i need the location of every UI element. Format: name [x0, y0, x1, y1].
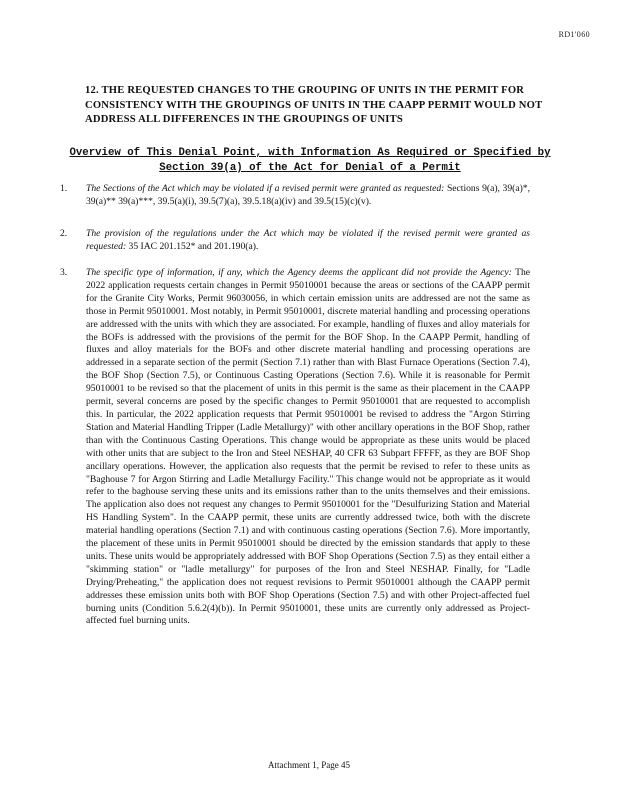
- item-number: 1.: [60, 183, 68, 194]
- item-text: Sections 9(a), 39(a)*, 39(a)** 39(a)***, 39.5(a)(i), 39.5(7)(a), 39.5.18(a)(iv) and 39.5(15)(c)(v).: [86, 183, 530, 207]
- item-lead: The provision of the regulations under the Act which may be violated if the revised permit were granted as requested:: [86, 228, 530, 252]
- document-id: RD1'060: [558, 30, 590, 39]
- item-lead: The Sections of the Act which may be violated if a revised permit were granted as requested:: [86, 183, 445, 194]
- item-body: [86, 228, 530, 254]
- item-number: 2.: [60, 228, 68, 239]
- item-body: [86, 267, 530, 628]
- item-text: The 2022 application requests certain changes in Permit 95010001 because the areas or sections of the CAAPP permit for the Granite City Works, Permit 96030056, in which certain emission units are addressed are not the same as those in Permit 95010001. Most notably, in Permit 95010001, discrete material handling and processing operations are addressed with the units with which they are associated. For example, handling of fluxes and alloy materials for the BOFs is addressed with the provisions of the permit for the BOF Shop. In the CAAPP Permit, handling of fluxes and alloy materials for the BOFs and other discrete material handling and processing operations are addressed in a separate section of the permit (Section 7.1) rather than with Blast Furnace Operations (Section 7.4), the BOF Shop (Section 7.5), or Continuous Casting Operations (Section 7.6). While it is reasonable for Permit 95010001 to be revised so that the placement of units in this permit is the same as their placement in the CAAPP permit, several concerns are posed by the specific changes to Permit 95010001 that are requested to accomplish this. In particular, the 2022 application requests that Permit 95010001 be revised to address the "Argon Stirring Station and Material Handling Tripper (Ladle Metallurgy)" with other ancillary operations in the BOF Shop, rather than with the Continuous Casting Operations. This change would be appropriate as these units would be placed with other units that are subject to the Iron and Steel NESHAP, 40 CFR 63 Subpart FFFFF, as they are BOF Shop ancillary operations. However, the application also requests that the permit be revised to refer to these units as "Baghouse 7 for Argon Stirring and Ladle Metallurgy Facility." This change would not be appropriate as it would refer to the baghouse serving these units and its emissions rather than to the units themselves and their emissions. The application also does not request any changes to Permit 95010001 for the "Desulfurizing Station and Material HS Handling System". In the CAAPP permit, these units are currently addressed twice, both with the discrete material handling operations (Section 7.1) and with continuous casting operations (Section 7.6). More importantly, the placement of these units in Permit 95010001 should be directed by the emission standards that apply to these units. These units would be appropriately addressed with BOF Shop Operations (Section 7.5) as they entail either a "skimming station" or "ladle metallurgy" for purposes of the Iron and Steel NESHAP. Finally, for "Ladle Drying/Preheating," the application does not request revisions to Permit 95010001 although the CAAPP permit addresses these emission units both with BOF Shop Operations (Section 7.5) and with other Project-affected fuel burning units (Condition 5.6.2(4)(b)). In Permit 95010001, these units are currently only addressed as Project-affected fuel burning units.: [86, 267, 530, 627]
- item-number: 3.: [60, 267, 68, 278]
- item-lead: The specific type of information, if any, which the Agency deems the applicant did not provide the Agency:: [86, 267, 512, 278]
- item-body: [86, 183, 530, 209]
- section-heading: 12. THE REQUESTED CHANGES TO THE GROUPING OF UNITS IN THE PERMIT FOR CONSISTENCY WITH THE GROUPINGS OF UNITS IN THE CAAPP PERMIT WOULD NOT ADDRESS ALL DIFFERENCES IN THE GROUPINGS OF UNITS: [85, 85, 543, 126]
- page-footer: Attachment 1, Page 45: [268, 760, 350, 770]
- item-text: 35 IAC 201.152* and 201.190(a).: [126, 240, 259, 252]
- overview-title: Overview of This Denial Point, with Information As Required or Specified by Section 39(a) of the Act for Denial of a Permit: [69, 147, 551, 174]
